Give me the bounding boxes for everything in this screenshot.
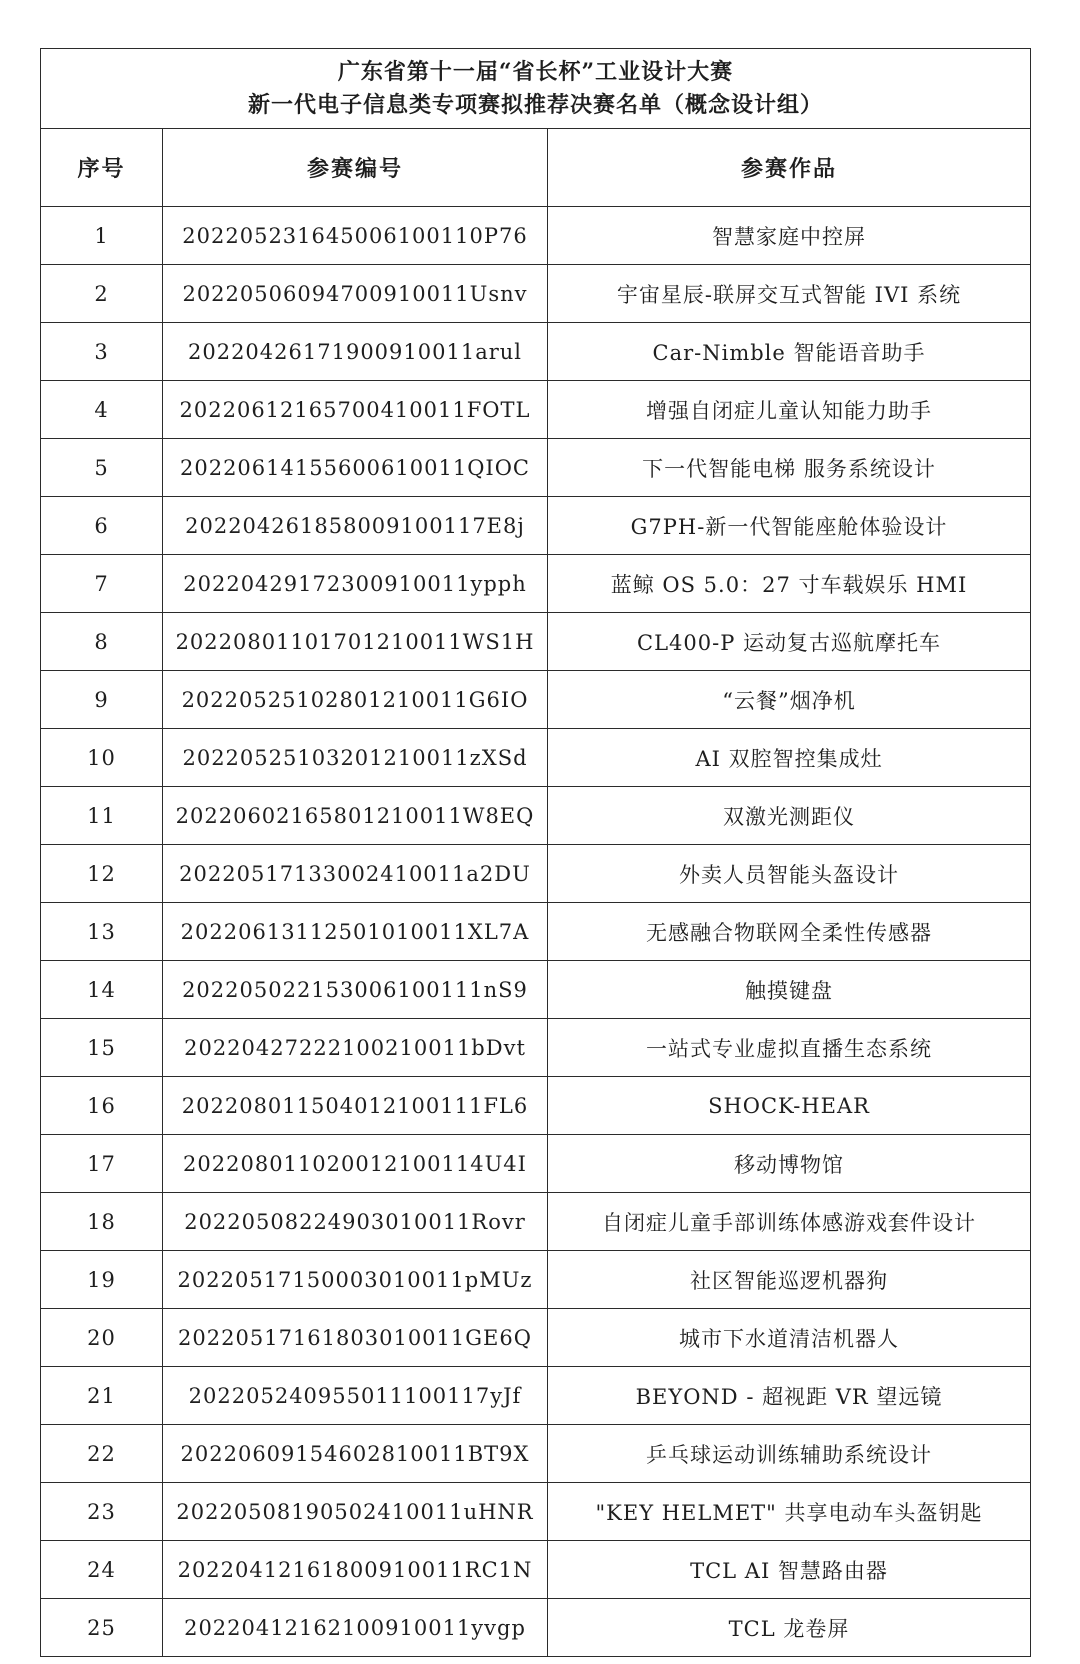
table-row (41, 1193, 1031, 1251)
entry-id: 202204261858009100117E8j (163, 497, 548, 555)
row-number: 5 (41, 439, 163, 497)
table-row (41, 613, 1031, 671)
entry-id: 20220612165700410011FOTL (163, 381, 548, 439)
row-number: 18 (41, 1193, 163, 1251)
entry-work: TCL 龙卷屏 (548, 1599, 1031, 1657)
title-line-1: 广东省第十一届“省长杯”工业设计大赛 (337, 58, 734, 85)
entry-work: 触摸键盘 (548, 961, 1031, 1019)
row-number: 24 (41, 1541, 163, 1599)
table-row (41, 787, 1031, 845)
entry-work: SHOCK-HEAR (548, 1077, 1031, 1135)
row-number: 19 (41, 1251, 163, 1309)
entry-id: 202208011020012100114U4I (163, 1135, 548, 1193)
row-number: 22 (41, 1425, 163, 1483)
entry-id: 202208011504012100111FL6 (163, 1077, 548, 1135)
table-row (41, 439, 1031, 497)
entry-id: 20220426171900910011arul (163, 323, 548, 381)
entry-work: 城市下水道清洁机器人 (548, 1309, 1031, 1367)
entry-work: 无感融合物联网全柔性传感器 (548, 903, 1031, 961)
row-number: 9 (41, 671, 163, 729)
entry-work: G7PH-新一代智能座舱体验设计 (548, 497, 1031, 555)
table-row (41, 961, 1031, 1019)
row-number: 14 (41, 961, 163, 1019)
entry-id: 20220427222100210011bDvt (163, 1019, 548, 1077)
table-row (41, 729, 1031, 787)
header-row (41, 129, 1031, 207)
title-line-2: 新一代电子信息类专项赛拟推荐决赛名单（概念设计组） (248, 91, 824, 118)
row-number: 12 (41, 845, 163, 903)
row-number: 16 (41, 1077, 163, 1135)
entry-work: 一站式专业虚拟直播生态系统 (548, 1019, 1031, 1077)
entry-id: 20220602165801210011W8EQ (163, 787, 548, 845)
entry-work: 双激光测距仪 (548, 787, 1031, 845)
table-row (41, 1251, 1031, 1309)
row-number: 2 (41, 265, 163, 323)
table-row (41, 555, 1031, 613)
row-number: 3 (41, 323, 163, 381)
header-id: 参赛编号 (163, 129, 548, 207)
entry-id: 20220525102801210011G6IO (163, 671, 548, 729)
entry-id: 20220508224903010011Rovr (163, 1193, 548, 1251)
entry-id: 20220613112501010011XL7A (163, 903, 548, 961)
table-row (41, 1425, 1031, 1483)
entry-work: “云餐”烟净机 (548, 671, 1031, 729)
table-row (41, 671, 1031, 729)
table-row (41, 323, 1031, 381)
entry-id: 20220412162100910011yvgp (163, 1599, 548, 1657)
entry-id: 202205231645006100110P76 (163, 207, 548, 265)
entry-id: 20220412161800910011RC1N (163, 1541, 548, 1599)
row-number: 4 (41, 381, 163, 439)
title-row (41, 49, 1031, 129)
table-row (41, 1019, 1031, 1077)
row-number: 17 (41, 1135, 163, 1193)
row-number: 25 (41, 1599, 163, 1657)
entry-id: 20220506094700910011Usnv (163, 265, 548, 323)
entry-work: "KEY HELMET" 共享电动车头盔钥匙 (548, 1483, 1031, 1541)
table-row (41, 265, 1031, 323)
entry-work: Car-Nimble 智能语音助手 (548, 323, 1031, 381)
table-row (41, 1135, 1031, 1193)
table-row (41, 1309, 1031, 1367)
table-title (41, 49, 1031, 129)
row-number: 10 (41, 729, 163, 787)
table-row (41, 903, 1031, 961)
header-work: 参赛作品 (548, 129, 1031, 207)
entry-work: 宇宙星辰-联屏交互式智能 IVI 系统 (548, 265, 1031, 323)
entry-id: 20220609154602810011BT9X (163, 1425, 548, 1483)
table-row (41, 1483, 1031, 1541)
table-row (41, 1367, 1031, 1425)
table-row (41, 845, 1031, 903)
finalist-table (40, 48, 1031, 1657)
table-body (41, 207, 1031, 1657)
entry-id: 20220517161803010011GE6Q (163, 1309, 548, 1367)
row-number: 21 (41, 1367, 163, 1425)
entry-work: TCL AI 智慧路由器 (548, 1541, 1031, 1599)
row-number: 15 (41, 1019, 163, 1077)
entry-work: 外卖人员智能头盔设计 (548, 845, 1031, 903)
row-number: 13 (41, 903, 163, 961)
row-number: 11 (41, 787, 163, 845)
entry-id: 20220508190502410011uHNR (163, 1483, 548, 1541)
table-row (41, 1541, 1031, 1599)
entry-id: 202205240955011100117yJf (163, 1367, 548, 1425)
table-row (41, 1077, 1031, 1135)
entry-id: 20220614155600610011QIOC (163, 439, 548, 497)
entry-id: 20220517150003010011pMUz (163, 1251, 548, 1309)
row-number: 1 (41, 207, 163, 265)
row-number: 8 (41, 613, 163, 671)
entry-id: 20220517133002410011a2DU (163, 845, 548, 903)
entry-work: 自闭症儿童手部训练体感游戏套件设计 (548, 1193, 1031, 1251)
entry-work: CL400-P 运动复古巡航摩托车 (548, 613, 1031, 671)
table-row (41, 381, 1031, 439)
table-row (41, 207, 1031, 265)
entry-work: BEYOND - 超视距 VR 望远镜 (548, 1367, 1031, 1425)
entry-id: 20220429172300910011ypph (163, 555, 548, 613)
entry-id: 20220801101701210011WS1H (163, 613, 548, 671)
entry-work: 蓝鲸 OS 5.0：27 寸车载娱乐 HMI (548, 555, 1031, 613)
row-number: 6 (41, 497, 163, 555)
table-row (41, 1599, 1031, 1657)
entry-work: 智慧家庭中控屏 (548, 207, 1031, 265)
header-no: 序号 (41, 129, 163, 207)
entry-work: 乒乓球运动训练辅助系统设计 (548, 1425, 1031, 1483)
row-number: 23 (41, 1483, 163, 1541)
entry-id: 202205022153006100111nS9 (163, 961, 548, 1019)
row-number: 7 (41, 555, 163, 613)
row-number: 20 (41, 1309, 163, 1367)
document (40, 48, 1030, 1657)
entry-work: 社区智能巡逻机器狗 (548, 1251, 1031, 1309)
table-row (41, 497, 1031, 555)
entry-work: AI 双腔智控集成灶 (548, 729, 1031, 787)
entry-work: 移动博物馆 (548, 1135, 1031, 1193)
entry-id: 20220525103201210011zXSd (163, 729, 548, 787)
entry-work: 下一代智能电梯 服务系统设计 (548, 439, 1031, 497)
entry-work: 增强自闭症儿童认知能力助手 (548, 381, 1031, 439)
